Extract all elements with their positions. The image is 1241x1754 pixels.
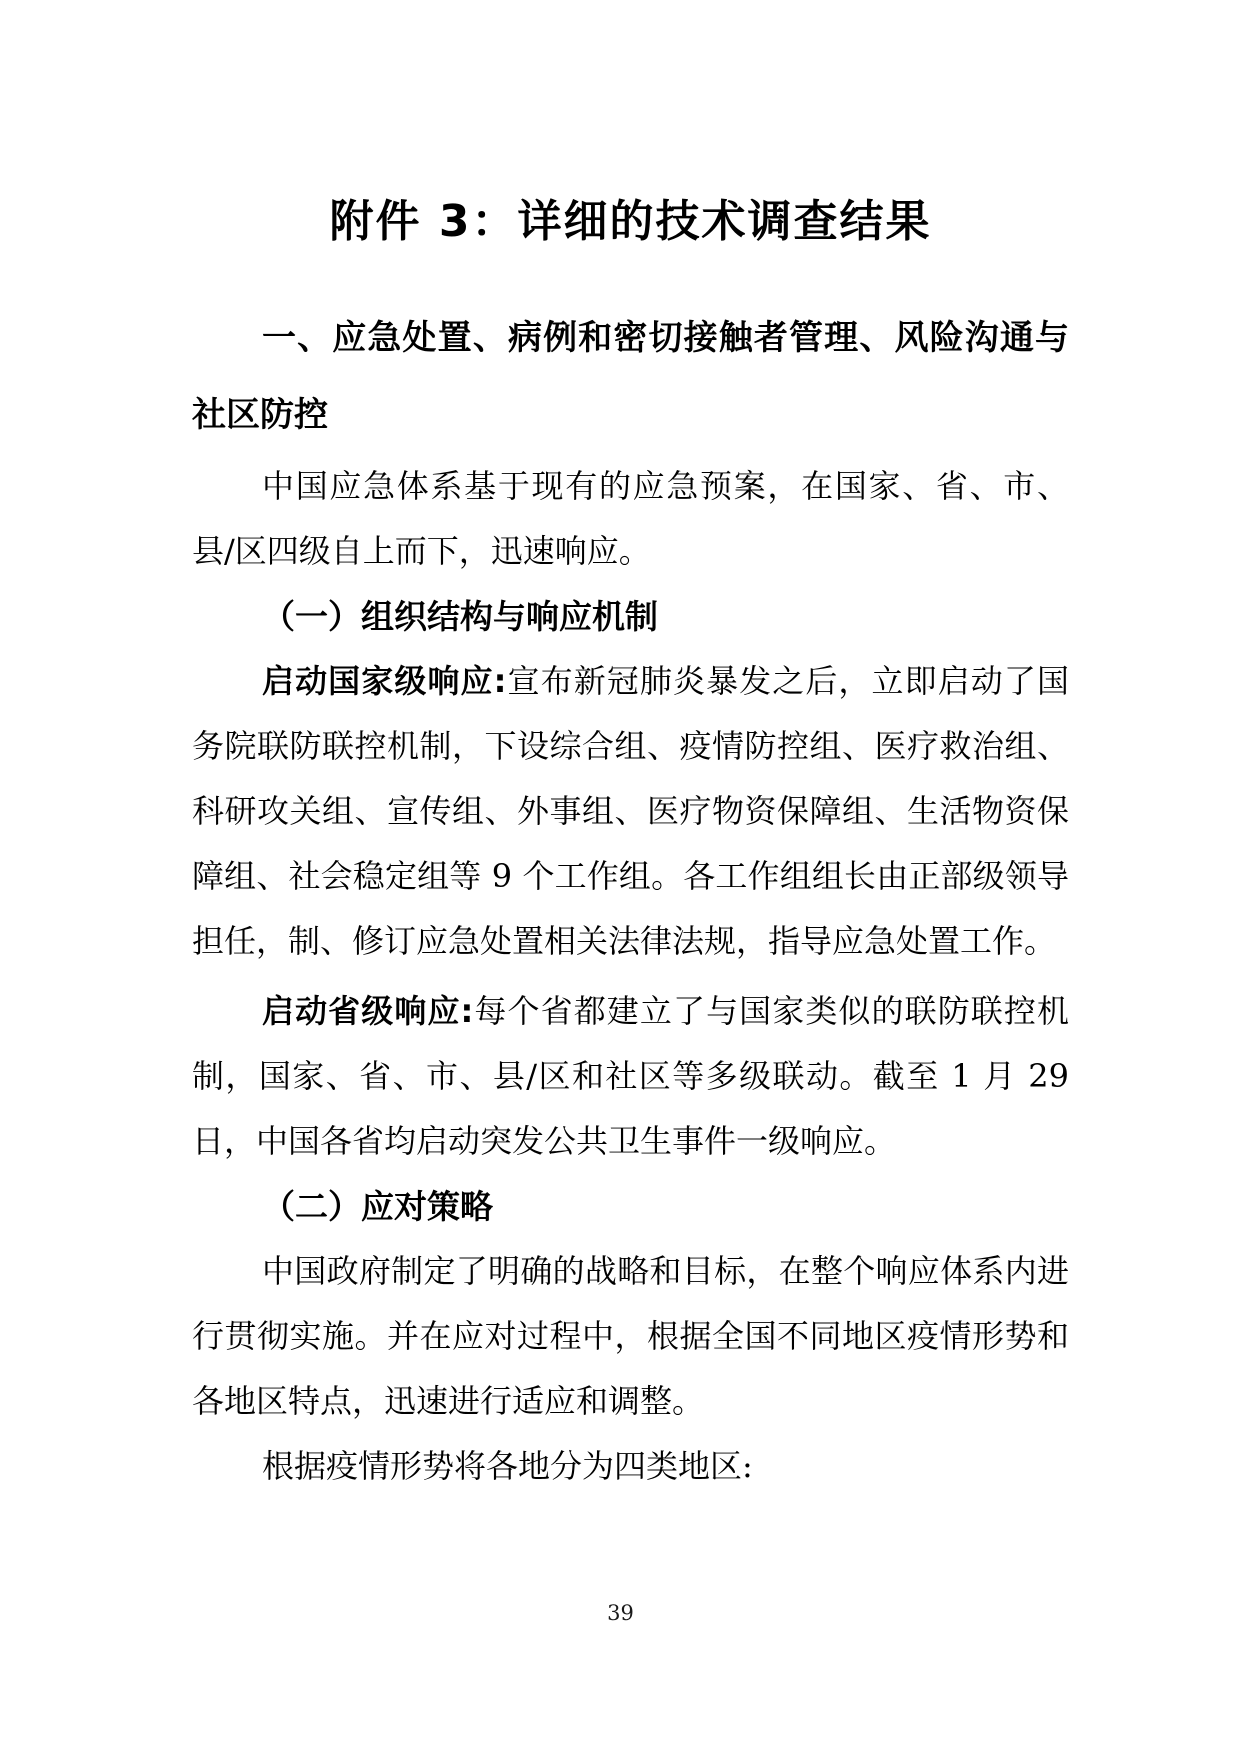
paragraph-national-response — [192, 649, 1069, 974]
paragraph-emergency-system: 中国应急体系基于现有的应急预案，在国家、省、市、县/区四级自上而下，迅速响应。 — [192, 467, 1069, 570]
paragraph-four-categories: 根据疫情形势将各地分为四类地区: — [262, 1447, 753, 1485]
subsection-2-heading: （二）应对策略 — [262, 1187, 493, 1226]
provincial-response-lead: 启动省级响应: — [262, 992, 474, 1030]
national-response-lead: 启动国家级响应: — [262, 662, 507, 700]
national-response-text: 宣布新冠肺炎暴发之后，立即启动了国务院联防联控机制，下设综合组、疫情防控组、医疗救治组、科研攻关组、宣传组、外事组、医疗物资保障组、生活物资保障组、社会稳定组等 9 个工作组。各工作组组长由正部级领导担任，制、修订应急处置相关法律法规，指导应急处置工作。 — [192, 662, 1069, 960]
paragraph-provincial-response — [192, 979, 1069, 1174]
attachment-title: 附件 3：详细的技术调查结果 — [329, 196, 932, 247]
document-content — [192, 0, 1069, 1499]
page-number: 39 — [607, 1601, 634, 1625]
paragraph-strategy: 中国政府制定了明确的战略和目标，在整个响应体系内进行贯彻实施。并在应对过程中，根据全国不同地区疫情形势和各地区特点，迅速进行适应和调整。 — [192, 1252, 1069, 1420]
provincial-response-text: 每个省都建立了与国家类似的联防联控机制，国家、省、市、县/区和社区等多级联动。截至 1 月 29 日，中国各省均启动突发公共卫生事件一级响应。 — [192, 992, 1069, 1160]
subsection-1-heading: （一）组织结构与响应机制 — [262, 597, 658, 636]
section-1-heading: 一、应急处置、病例和密切接触者管理、风险沟通与社区防控 — [192, 318, 1069, 435]
